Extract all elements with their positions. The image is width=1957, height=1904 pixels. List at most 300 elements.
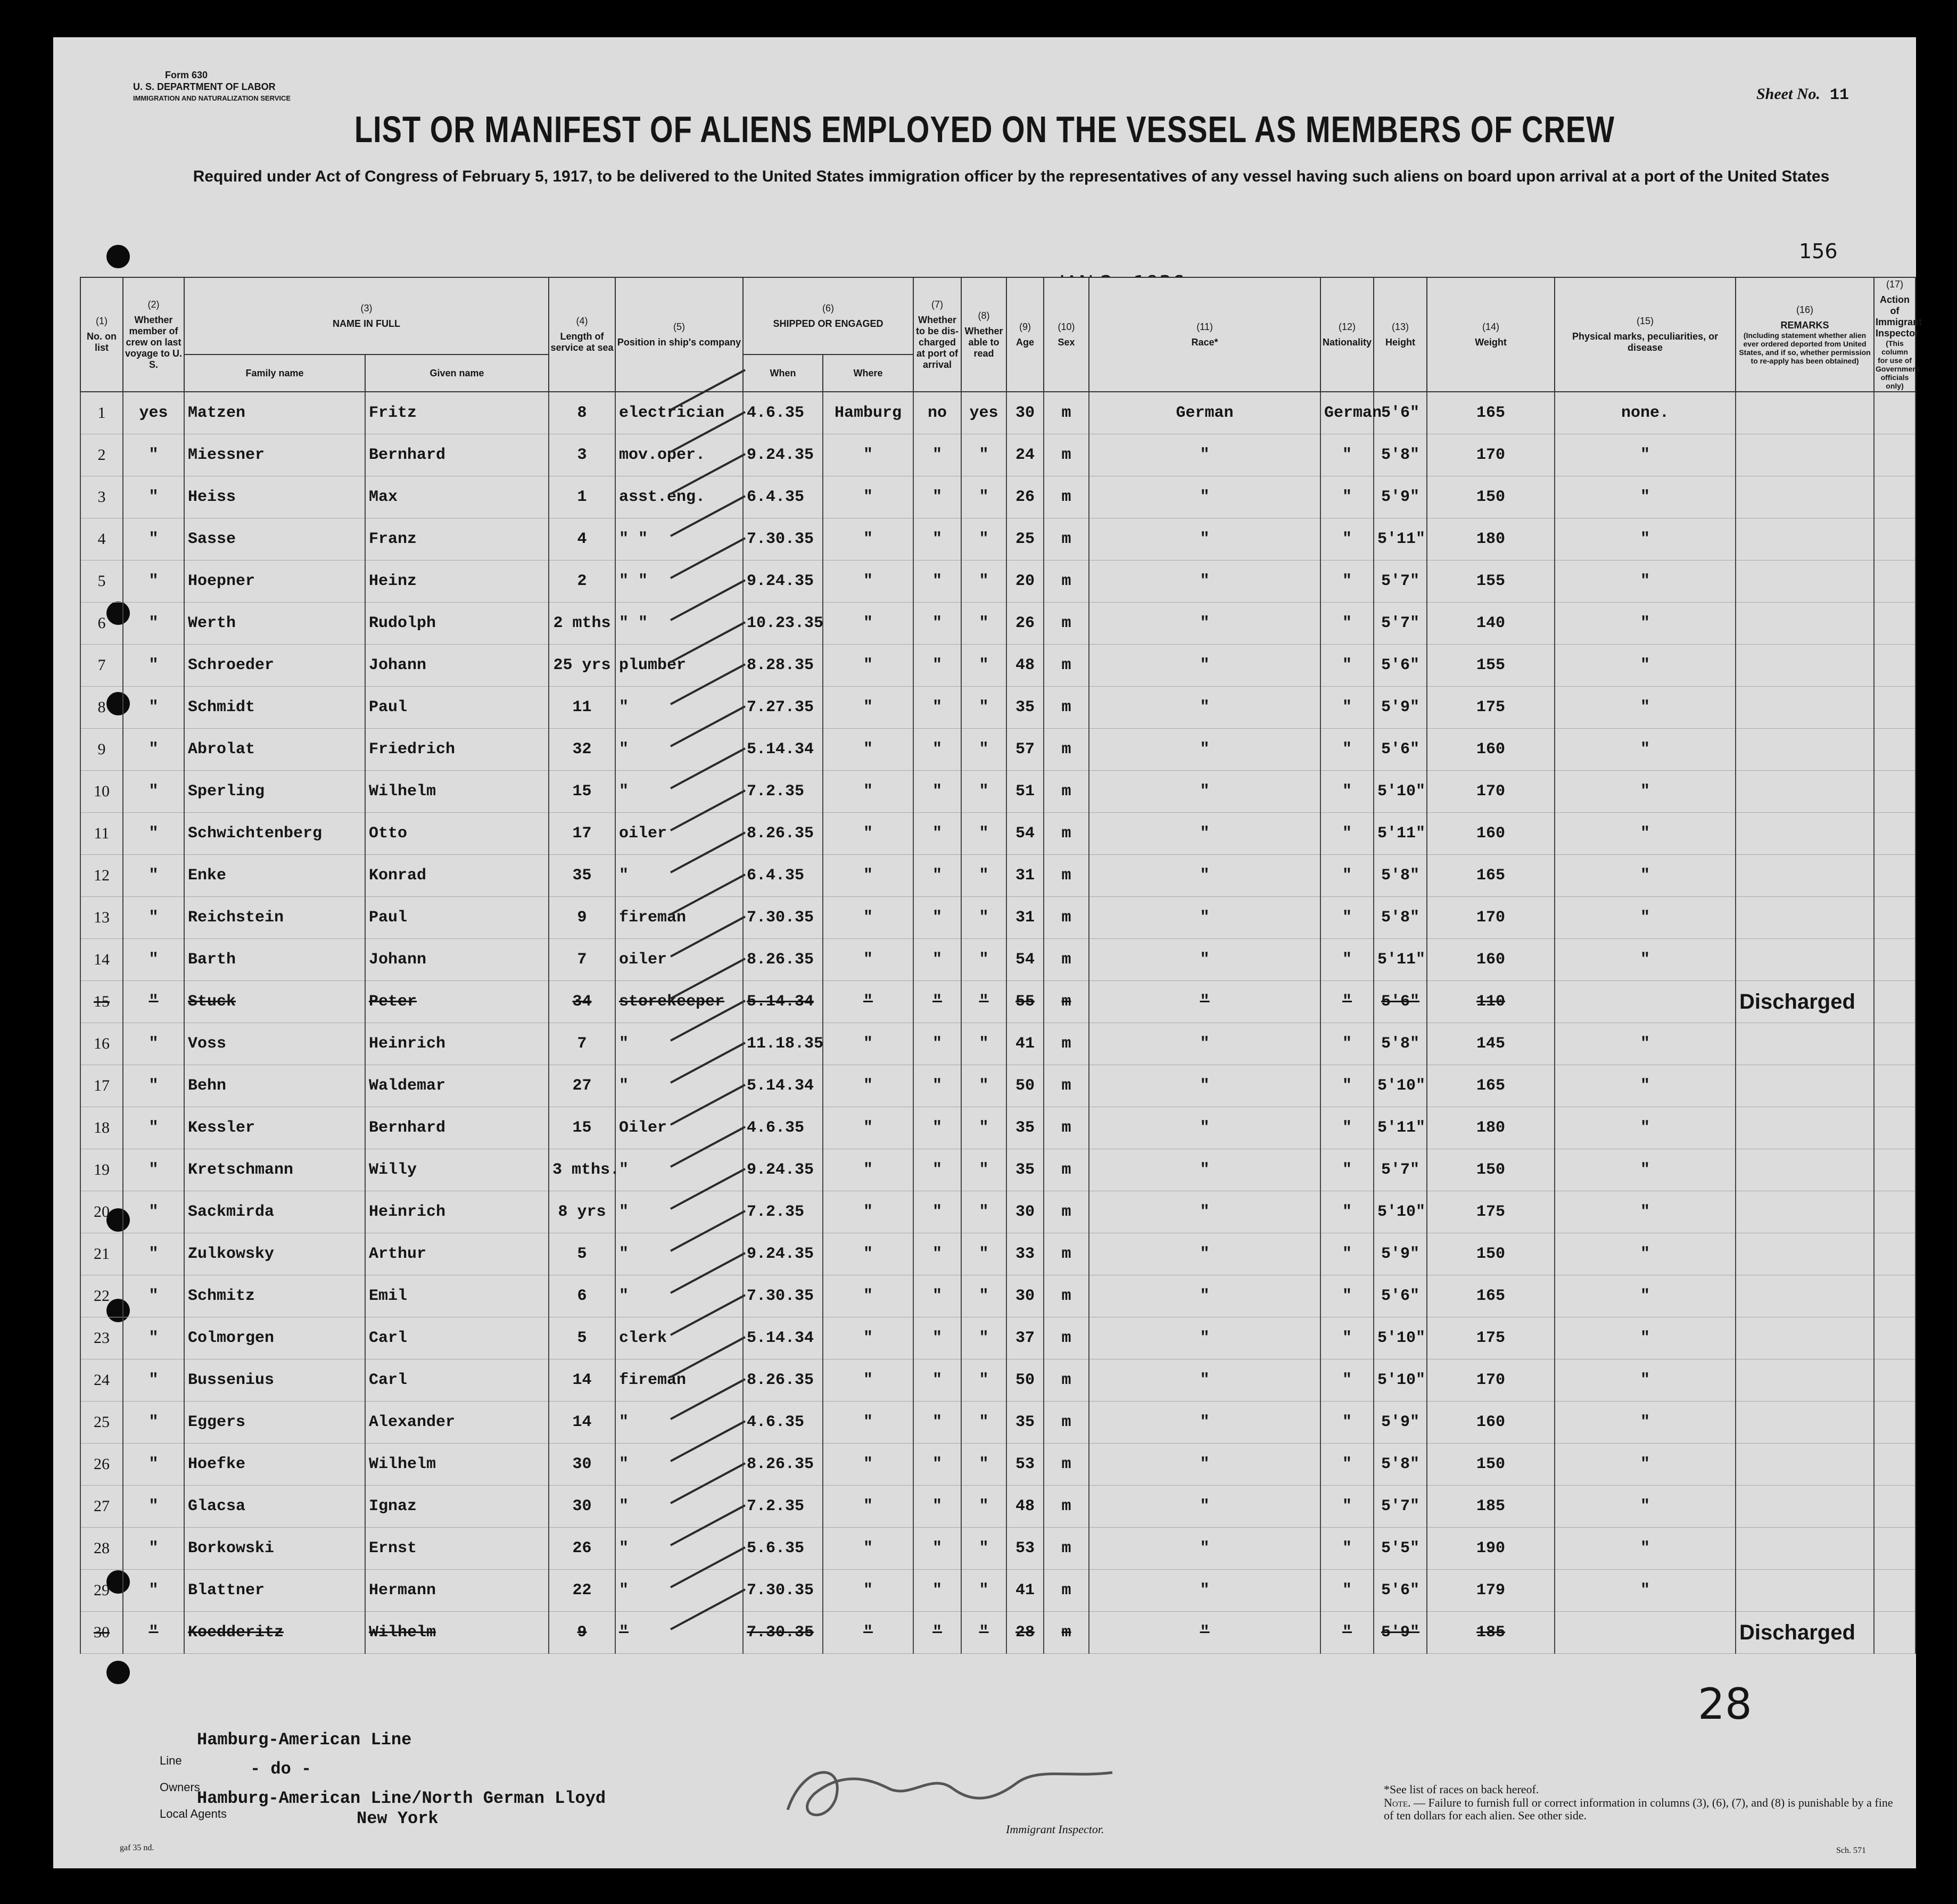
- races-note: *See list of races on back hereof.: [1384, 1783, 1539, 1796]
- table-row: [80, 392, 1915, 434]
- cell-disch: ": [913, 771, 961, 813]
- cell-where: ": [823, 1444, 913, 1486]
- cell-race: ": [1089, 1149, 1320, 1191]
- cell-where: ": [823, 687, 913, 729]
- agents-city: New York: [357, 1809, 439, 1828]
- cell-sex: m: [1044, 981, 1089, 1023]
- cell-nat: ": [1320, 1486, 1374, 1528]
- cell-race: ": [1089, 1023, 1320, 1065]
- cell-race: ": [1089, 771, 1320, 813]
- cell-remarks: [1736, 1528, 1874, 1570]
- footer: [80, 1730, 1893, 1855]
- cell-nat: ": [1320, 1149, 1374, 1191]
- cell-marks: ": [1555, 771, 1736, 813]
- line-label: Line: [160, 1754, 182, 1767]
- form-department: U. S. DEPARTMENT OF LABOR: [133, 81, 276, 92]
- cell-where: ": [823, 1486, 913, 1528]
- cell-nat: ": [1320, 1570, 1374, 1612]
- cell-disch: ": [913, 939, 961, 981]
- cell-weight: 190: [1427, 1528, 1555, 1570]
- cell-no: 7: [80, 645, 123, 687]
- cell-crew: ": [123, 1359, 184, 1402]
- cell-height: 5'11": [1374, 518, 1427, 561]
- cell-when: 7.30.35: [743, 1612, 823, 1654]
- table-row: [80, 939, 1915, 981]
- cell-given: Hermann: [365, 1570, 549, 1612]
- cell-disch: ": [913, 1444, 961, 1486]
- cell-disch: ": [913, 813, 961, 855]
- cell-nat: ": [1320, 1275, 1374, 1317]
- cell-remarks: [1736, 771, 1874, 813]
- cell-where: ": [823, 771, 913, 813]
- cell-height: 5'8": [1374, 1444, 1427, 1486]
- cell-disch: ": [913, 729, 961, 771]
- cell-crew: ": [123, 813, 184, 855]
- cell-position: oiler: [615, 939, 743, 981]
- cell-sex: m: [1044, 561, 1089, 603]
- cell-marks: ": [1555, 1486, 1736, 1528]
- cell-age: 53: [1006, 1444, 1044, 1486]
- header-nationality: (12) Nationality: [1320, 277, 1374, 392]
- header-age: (9) Age: [1006, 277, 1044, 392]
- cell-read: ": [961, 434, 1006, 476]
- cell-height: 5'7": [1374, 1486, 1427, 1528]
- cell-disch: ": [913, 603, 961, 645]
- cell-nat: ": [1320, 1359, 1374, 1402]
- cell-nat: ": [1320, 518, 1374, 561]
- table-row: [80, 813, 1915, 855]
- cell-family: Colmorgen: [184, 1317, 365, 1359]
- form-number: Form 630: [165, 70, 208, 80]
- cell-age: 20: [1006, 561, 1044, 603]
- cell-nat: ": [1320, 1233, 1374, 1275]
- cell-given: Ignaz: [365, 1486, 549, 1528]
- header-no: (1) No. on list: [80, 277, 123, 392]
- cell-no: 23: [80, 1317, 123, 1359]
- cell-age: 31: [1006, 897, 1044, 939]
- cell-given: Wilhelm: [365, 1612, 549, 1654]
- cell-read: ": [961, 855, 1006, 897]
- cell-nat: ": [1320, 981, 1374, 1023]
- cell-service: 14: [549, 1359, 615, 1402]
- cell-position: ": [615, 1612, 743, 1654]
- cell-remarks: Discharged: [1736, 1612, 1874, 1654]
- cell-no: 4: [80, 518, 123, 561]
- cell-race: ": [1089, 1528, 1320, 1570]
- cell-age: 26: [1006, 603, 1044, 645]
- cell-position: ": [615, 771, 743, 813]
- cell-age: 53: [1006, 1528, 1044, 1570]
- cell-height: 5'6": [1374, 392, 1427, 434]
- cell-weight: 110: [1427, 981, 1555, 1023]
- cell-weight: 140: [1427, 603, 1555, 645]
- cell-sex: m: [1044, 1233, 1089, 1275]
- cell-given: Wilhelm: [365, 771, 549, 813]
- cell-no: 18: [80, 1107, 123, 1149]
- cell-inspector-action: [1874, 476, 1915, 518]
- cell-position: ": [615, 1444, 743, 1486]
- cell-inspector-action: [1874, 1486, 1915, 1528]
- cell-sex: m: [1044, 392, 1089, 434]
- cell-race: ": [1089, 939, 1320, 981]
- cell-when: 9.24.35: [743, 1149, 823, 1191]
- cell-marks: ": [1555, 1065, 1736, 1107]
- cell-service: 32: [549, 729, 615, 771]
- cell-age: 41: [1006, 1570, 1044, 1612]
- cell-inspector-action: [1874, 897, 1915, 939]
- cell-height: 5'11": [1374, 939, 1427, 981]
- cell-when: 7.2.35: [743, 1486, 823, 1528]
- cell-inspector-action: [1874, 939, 1915, 981]
- cell-nat: ": [1320, 1402, 1374, 1444]
- cell-height: 5'7": [1374, 603, 1427, 645]
- table-row: [80, 687, 1915, 729]
- cell-given: Heinrich: [365, 1191, 549, 1233]
- cell-service: 22: [549, 1570, 615, 1612]
- cell-nat: ": [1320, 434, 1374, 476]
- cell-race: ": [1089, 1191, 1320, 1233]
- cell-read: ": [961, 897, 1006, 939]
- cell-service: 1: [549, 476, 615, 518]
- cell-age: 24: [1006, 434, 1044, 476]
- cell-age: 31: [1006, 855, 1044, 897]
- page-subtitle: Required under Act of Congress of February 5, 1917, to be delivered to the United States immigration officer by the representatives of any vessel having such aliens on board upon arrival at a port of the United States: [193, 168, 1830, 185]
- cell-when: 8.28.35: [743, 645, 823, 687]
- cell-weight: 165: [1427, 1275, 1555, 1317]
- cell-nat: ": [1320, 1528, 1374, 1570]
- cell-where: ": [823, 897, 913, 939]
- cell-crew: ": [123, 729, 184, 771]
- cell-when: 7.30.35: [743, 1275, 823, 1317]
- inspector-label: Immigrant Inspector.: [1006, 1823, 1104, 1836]
- cell-read: ": [961, 561, 1006, 603]
- sheet-number: [1756, 85, 1849, 104]
- cell-remarks: [1736, 1107, 1874, 1149]
- cell-race: ": [1089, 729, 1320, 771]
- cell-age: 48: [1006, 645, 1044, 687]
- cell-no: 14: [80, 939, 123, 981]
- cell-crew: ": [123, 1317, 184, 1359]
- cell-disch: ": [913, 981, 961, 1023]
- cell-given: Bernhard: [365, 434, 549, 476]
- cell-family: Behn: [184, 1065, 365, 1107]
- cell-when: 9.24.35: [743, 561, 823, 603]
- cell-disch: ": [913, 1317, 961, 1359]
- cell-marks: ": [1555, 729, 1736, 771]
- cell-no: 11: [80, 813, 123, 855]
- cell-when: 7.30.35: [743, 1570, 823, 1612]
- cell-remarks: [1736, 1402, 1874, 1444]
- cell-read: ": [961, 729, 1006, 771]
- cell-height: 5'8": [1374, 1023, 1427, 1065]
- cell-inspector-action: [1874, 1107, 1915, 1149]
- cell-disch: ": [913, 1107, 961, 1149]
- cell-crew: ": [123, 1107, 184, 1149]
- sheet-value: 11: [1830, 86, 1849, 104]
- cell-age: 26: [1006, 476, 1044, 518]
- cell-weight: 170: [1427, 771, 1555, 813]
- cell-race: ": [1089, 1065, 1320, 1107]
- cell-given: Waldemar: [365, 1065, 549, 1107]
- cell-where: ": [823, 1233, 913, 1275]
- table-row: [80, 561, 1915, 603]
- cell-when: 7.2.35: [743, 771, 823, 813]
- header-when: When: [743, 355, 823, 392]
- header-race: (11) Race*: [1089, 277, 1320, 392]
- cell-sex: m: [1044, 1275, 1089, 1317]
- cell-read: ": [961, 813, 1006, 855]
- cell-height: 5'7": [1374, 561, 1427, 603]
- cell-remarks: [1736, 1486, 1874, 1528]
- cell-where: ": [823, 729, 913, 771]
- cell-height: 5'6": [1374, 645, 1427, 687]
- cell-where: ": [823, 813, 913, 855]
- cell-remarks: [1736, 1275, 1874, 1317]
- cell-race: ": [1089, 1444, 1320, 1486]
- cell-when: 7.27.35: [743, 687, 823, 729]
- cell-where: Hamburg: [823, 392, 913, 434]
- cell-crew: ": [123, 1570, 184, 1612]
- cell-crew: ": [123, 603, 184, 645]
- cell-read: ": [961, 1107, 1006, 1149]
- cell-sex: m: [1044, 1402, 1089, 1444]
- cell-nat: ": [1320, 813, 1374, 855]
- cell-race: ": [1089, 897, 1320, 939]
- cell-age: 57: [1006, 729, 1044, 771]
- cell-given: Emil: [365, 1275, 549, 1317]
- cell-where: ": [823, 1570, 913, 1612]
- cell-service: 6: [549, 1275, 615, 1317]
- cell-disch: ": [913, 1233, 961, 1275]
- cell-sex: m: [1044, 603, 1089, 645]
- cell-crew: ": [123, 855, 184, 897]
- cell-sex: m: [1044, 1570, 1089, 1612]
- table-row: [80, 1233, 1915, 1275]
- cell-no: 30: [80, 1612, 123, 1654]
- cell-inspector-action: [1874, 729, 1915, 771]
- cell-race: ": [1089, 1486, 1320, 1528]
- cell-nat: ": [1320, 603, 1374, 645]
- cell-marks: ": [1555, 1317, 1736, 1359]
- cell-disch: ": [913, 561, 961, 603]
- cell-position: Oiler: [615, 1107, 743, 1149]
- table-row: [80, 1065, 1915, 1107]
- cell-read: ": [961, 645, 1006, 687]
- cell-height: 5'6": [1374, 729, 1427, 771]
- cell-height: 5'7": [1374, 1149, 1427, 1191]
- cell-given: Johann: [365, 939, 549, 981]
- cell-sex: m: [1044, 1065, 1089, 1107]
- cell-position: ": [615, 1402, 743, 1444]
- cell-disch: ": [913, 1065, 961, 1107]
- cell-inspector-action: [1874, 392, 1915, 434]
- cell-inspector-action: [1874, 1275, 1915, 1317]
- cell-inspector-action: [1874, 518, 1915, 561]
- cell-crew: ": [123, 1149, 184, 1191]
- cell-read: ": [961, 687, 1006, 729]
- cell-service: 25 yrs: [549, 645, 615, 687]
- cell-weight: 160: [1427, 1402, 1555, 1444]
- cell-nat: ": [1320, 1444, 1374, 1486]
- cell-weight: 160: [1427, 729, 1555, 771]
- cell-given: Peter: [365, 981, 549, 1023]
- form-service: IMMIGRATION AND NATURALIZATION SERVICE: [133, 94, 291, 102]
- cell-service: 17: [549, 813, 615, 855]
- cell-age: 30: [1006, 1191, 1044, 1233]
- cell-nat: ": [1320, 687, 1374, 729]
- cell-nat: German: [1320, 392, 1374, 434]
- cell-given: Carl: [365, 1317, 549, 1359]
- cell-no: 19: [80, 1149, 123, 1191]
- cell-inspector-action: [1874, 645, 1915, 687]
- cell-marks: [1555, 981, 1736, 1023]
- table-row: [80, 771, 1915, 813]
- cell-disch: ": [913, 1612, 961, 1654]
- schedule-number: Sch. 571: [1836, 1846, 1866, 1855]
- cell-weight: 150: [1427, 476, 1555, 518]
- table-row: [80, 1149, 1915, 1191]
- header-length-of-service: (4) Length of service at sea: [549, 277, 615, 392]
- cell-nat: ": [1320, 1317, 1374, 1359]
- cell-height: 5'9": [1374, 476, 1427, 518]
- cell-no: 3: [80, 476, 123, 518]
- cell-marks: ": [1555, 1233, 1736, 1275]
- cell-height: 5'9": [1374, 1402, 1427, 1444]
- cell-crew: ": [123, 518, 184, 561]
- cell-position: fireman: [615, 1359, 743, 1402]
- cell-weight: 165: [1427, 392, 1555, 434]
- header-sex: (10) Sex: [1044, 277, 1089, 392]
- cell-read: ": [961, 1570, 1006, 1612]
- cell-remarks: [1736, 476, 1874, 518]
- cell-when: 5.6.35: [743, 1528, 823, 1570]
- cell-disch: ": [913, 855, 961, 897]
- cell-remarks: [1736, 729, 1874, 771]
- header-crew-last-voyage: (2) Whether member of crew on last voyage to U. S.: [123, 277, 184, 392]
- cell-remarks: [1736, 939, 1874, 981]
- cell-no: 22: [80, 1275, 123, 1317]
- cell-height: 5'11": [1374, 813, 1427, 855]
- cell-crew: ": [123, 1233, 184, 1275]
- cell-read: ": [961, 981, 1006, 1023]
- cell-marks: ": [1555, 1528, 1736, 1570]
- cell-marks: ": [1555, 1023, 1736, 1065]
- cell-age: 54: [1006, 939, 1044, 981]
- header-given-name: Given name: [365, 355, 549, 392]
- table-row: [80, 1359, 1915, 1402]
- cell-weight: 165: [1427, 1065, 1555, 1107]
- cell-sex: m: [1044, 1191, 1089, 1233]
- cell-weight: 179: [1427, 1570, 1555, 1612]
- note-text: — Failure to furnish full or correct information in columns (3), (6), (7), and (8) is punishable by a fine of ten dollars for each alien. See other side.: [1384, 1796, 1893, 1822]
- cell-disch: no: [913, 392, 961, 434]
- cell-given: Willy: [365, 1149, 549, 1191]
- table-row: [80, 1612, 1915, 1654]
- cell-sex: m: [1044, 855, 1089, 897]
- cell-nat: ": [1320, 1612, 1374, 1654]
- agents-label: Local Agents: [160, 1807, 227, 1820]
- cell-where: ": [823, 939, 913, 981]
- cell-service: 8: [549, 392, 615, 434]
- cell-disch: ": [913, 476, 961, 518]
- cell-sex: m: [1044, 1359, 1089, 1402]
- cell-marks: ": [1555, 1107, 1736, 1149]
- cell-age: 50: [1006, 1065, 1044, 1107]
- cell-sex: m: [1044, 813, 1089, 855]
- cell-sex: m: [1044, 1107, 1089, 1149]
- cell-when: 5.14.34: [743, 729, 823, 771]
- cell-family: Enke: [184, 855, 365, 897]
- cell-when: 8.26.35: [743, 813, 823, 855]
- cell-age: 37: [1006, 1317, 1044, 1359]
- cell-height: 5'6": [1374, 981, 1427, 1023]
- cell-where: ": [823, 1612, 913, 1654]
- cell-sex: m: [1044, 1317, 1089, 1359]
- header-where: Where: [823, 355, 913, 392]
- cell-sex: m: [1044, 1023, 1089, 1065]
- cell-no: 15: [80, 981, 123, 1023]
- cell-marks: ": [1555, 939, 1736, 981]
- cell-given: Arthur: [365, 1233, 549, 1275]
- cell-age: 30: [1006, 392, 1044, 434]
- table-row: [80, 729, 1915, 771]
- cell-when: 7.30.35: [743, 518, 823, 561]
- cell-crew: ": [123, 561, 184, 603]
- cell-read: ": [961, 1191, 1006, 1233]
- cell-age: 25: [1006, 518, 1044, 561]
- cell-marks: ": [1555, 1402, 1736, 1444]
- cell-remarks: [1736, 603, 1874, 645]
- cell-race: ": [1089, 645, 1320, 687]
- cell-position: ": [615, 1149, 743, 1191]
- cell-given: Ernst: [365, 1528, 549, 1570]
- cell-height: 5'9": [1374, 1612, 1427, 1654]
- cell-sex: m: [1044, 1149, 1089, 1191]
- cell-no: 25: [80, 1402, 123, 1444]
- cell-where: ": [823, 855, 913, 897]
- cell-age: 51: [1006, 771, 1044, 813]
- cell-race: ": [1089, 561, 1320, 603]
- cell-nat: ": [1320, 476, 1374, 518]
- cell-family: Blattner: [184, 1570, 365, 1612]
- cell-read: ": [961, 1402, 1006, 1444]
- cell-given: Franz: [365, 518, 549, 561]
- cell-no: 29: [80, 1570, 123, 1612]
- cell-no: 28: [80, 1528, 123, 1570]
- cell-marks: ": [1555, 434, 1736, 476]
- cell-remarks: [1736, 687, 1874, 729]
- cell-marks: ": [1555, 603, 1736, 645]
- cell-service: 9: [549, 897, 615, 939]
- cell-where: ": [823, 1107, 913, 1149]
- cell-nat: ": [1320, 855, 1374, 897]
- cell-age: 55: [1006, 981, 1044, 1023]
- cell-race: ": [1089, 1612, 1320, 1654]
- cell-weight: 155: [1427, 645, 1555, 687]
- cell-sex: m: [1044, 476, 1089, 518]
- cell-family: Stuck: [184, 981, 365, 1023]
- cell-service: 4: [549, 518, 615, 561]
- cell-inspector-action: [1874, 1191, 1915, 1233]
- cell-disch: ": [913, 518, 961, 561]
- cell-marks: ": [1555, 476, 1736, 518]
- cell-family: Sasse: [184, 518, 365, 561]
- cell-when: 4.6.35: [743, 1107, 823, 1149]
- cell-position: " ": [615, 518, 743, 561]
- cell-given: Rudolph: [365, 603, 549, 645]
- cell-family: Kessler: [184, 1107, 365, 1149]
- cell-where: ": [823, 981, 913, 1023]
